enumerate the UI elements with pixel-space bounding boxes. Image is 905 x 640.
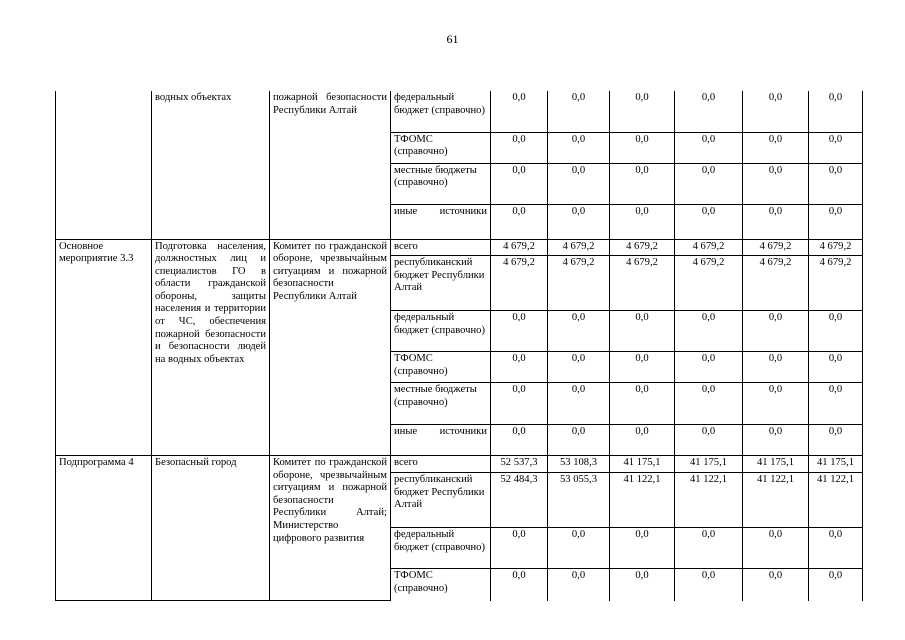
amount-cell: 0,0 [548,132,610,163]
amount-cell: 0,0 [548,383,610,425]
measure-name-cell: Безопасный город [152,456,270,601]
amount-cell: 0,0 [610,352,675,383]
amount-cell: 4 679,2 [675,239,743,256]
amount-cell: 0,0 [491,204,548,239]
amount-cell: 0,0 [809,204,863,239]
table-row [56,456,863,473]
funding-source-cell: федеральный бюджет (справочно) [391,311,491,352]
amount-cell: 0,0 [743,383,809,425]
amount-cell: 0,0 [610,425,675,456]
amount-cell: 0,0 [610,569,675,601]
amount-cell: 52 537,3 [491,456,548,473]
amount-cell: 4 679,2 [491,256,548,311]
executor-cell: Комитет по гражданской обороне, чрезвычайным ситуациям и пожарной безопасности Республики Алтай; Министерство цифрового развития [270,456,391,601]
amount-cell: 0,0 [809,352,863,383]
executor-cell: пожарной безопасности Республики Алтай [270,91,391,239]
amount-cell: 0,0 [809,425,863,456]
amount-cell: 0,0 [809,163,863,204]
funding-source-cell: всего [391,239,491,256]
amount-cell: 53 108,3 [548,456,610,473]
amount-cell: 0,0 [610,204,675,239]
amount-cell: 0,0 [548,91,610,132]
amount-cell: 0,0 [610,383,675,425]
amount-cell: 0,0 [743,311,809,352]
amount-cell: 0,0 [491,91,548,132]
amount-cell: 0,0 [491,569,548,601]
amount-cell: 0,0 [610,91,675,132]
measure-code-cell: Подпрограмма 4 [56,456,152,601]
funding-source-cell: местные бюджеты (справочно) [391,383,491,425]
amount-cell: 41 122,1 [743,473,809,528]
amount-cell: 0,0 [675,352,743,383]
amount-cell: 0,0 [548,352,610,383]
funding-source-cell: всего [391,456,491,473]
amount-cell: 0,0 [675,528,743,569]
amount-cell: 0,0 [491,311,548,352]
amount-cell: 0,0 [491,528,548,569]
funding-source-cell: ТФОМС (справочно) [391,569,491,601]
amount-cell: 4 679,2 [610,239,675,256]
amount-cell: 4 679,2 [809,239,863,256]
amount-cell: 0,0 [743,352,809,383]
amount-cell: 41 122,1 [809,473,863,528]
executor-cell: Комитет по гражданской обороне, чрезвычайным ситуациям и пожарной безопасности Республики Алтай [270,239,391,456]
amount-cell: 0,0 [743,528,809,569]
budget-table [55,91,863,601]
amount-cell: 0,0 [809,311,863,352]
amount-cell: 4 679,2 [548,256,610,311]
amount-cell: 0,0 [809,132,863,163]
amount-cell: 0,0 [809,528,863,569]
amount-cell: 4 679,2 [809,256,863,311]
amount-cell: 0,0 [743,204,809,239]
amount-cell: 0,0 [809,383,863,425]
amount-cell: 0,0 [610,311,675,352]
funding-source-cell: республиканский бюджет Республики Алтай [391,256,491,311]
amount-cell: 41 175,1 [743,456,809,473]
amount-cell: 0,0 [548,311,610,352]
amount-cell: 0,0 [548,204,610,239]
amount-cell: 0,0 [743,132,809,163]
amount-cell: 4 679,2 [743,239,809,256]
amount-cell: 0,0 [491,163,548,204]
amount-cell: 41 175,1 [809,456,863,473]
amount-cell: 4 679,2 [491,239,548,256]
funding-source-cell: ТФОМС (справочно) [391,352,491,383]
amount-cell: 53 055,3 [548,473,610,528]
amount-cell: 0,0 [491,352,548,383]
amount-cell: 41 175,1 [610,456,675,473]
amount-cell: 41 122,1 [610,473,675,528]
amount-cell: 0,0 [548,425,610,456]
funding-source-cell: республиканский бюджет Республики Алтай [391,473,491,528]
amount-cell: 0,0 [675,311,743,352]
amount-cell: 41 175,1 [675,456,743,473]
amount-cell: 0,0 [675,163,743,204]
amount-cell: 0,0 [548,163,610,204]
amount-cell: 4 679,2 [675,256,743,311]
amount-cell: 0,0 [548,569,610,601]
amount-cell: 41 122,1 [675,473,743,528]
funding-source-cell: федеральный бюджет (справочно) [391,91,491,132]
amount-cell: 0,0 [675,569,743,601]
measure-code-cell [56,91,152,239]
funding-source-cell: местные бюджеты (справочно) [391,163,491,204]
amount-cell: 0,0 [491,425,548,456]
amount-cell: 0,0 [743,569,809,601]
amount-cell: 0,0 [610,132,675,163]
amount-cell: 0,0 [491,132,548,163]
table-row [56,91,863,132]
funding-source-cell: иные источники [391,425,491,456]
amount-cell: 0,0 [675,204,743,239]
amount-cell: 0,0 [809,569,863,601]
measure-name-cell: Подготовка населения, должностных лиц и специалистов ГО в области гражданской обороны, защиты населения и территории от ЧС, обеспечения пожарной безопасности и безопасности людей на водных объектах [152,239,270,456]
amount-cell: 4 679,2 [548,239,610,256]
amount-cell: 4 679,2 [743,256,809,311]
measure-name-cell: водных объектах [152,91,270,239]
amount-cell: 0,0 [675,132,743,163]
amount-cell: 0,0 [675,425,743,456]
measure-code-cell: Основное мероприятие 3.3 [56,239,152,456]
amount-cell: 0,0 [675,91,743,132]
funding-source-cell: ТФОМС (справочно) [391,132,491,163]
amount-cell: 0,0 [610,163,675,204]
funding-source-cell: иные источники [391,204,491,239]
amount-cell: 4 679,2 [610,256,675,311]
amount-cell: 0,0 [743,91,809,132]
amount-cell: 0,0 [675,383,743,425]
amount-cell: 0,0 [548,528,610,569]
amount-cell: 0,0 [743,425,809,456]
table-row [56,239,863,256]
amount-cell: 0,0 [809,91,863,132]
page-number: 61 [446,32,459,46]
amount-cell: 0,0 [610,528,675,569]
amount-cell: 0,0 [491,383,548,425]
funding-source-cell: федеральный бюджет (справочно) [391,528,491,569]
amount-cell: 52 484,3 [491,473,548,528]
amount-cell: 0,0 [743,163,809,204]
